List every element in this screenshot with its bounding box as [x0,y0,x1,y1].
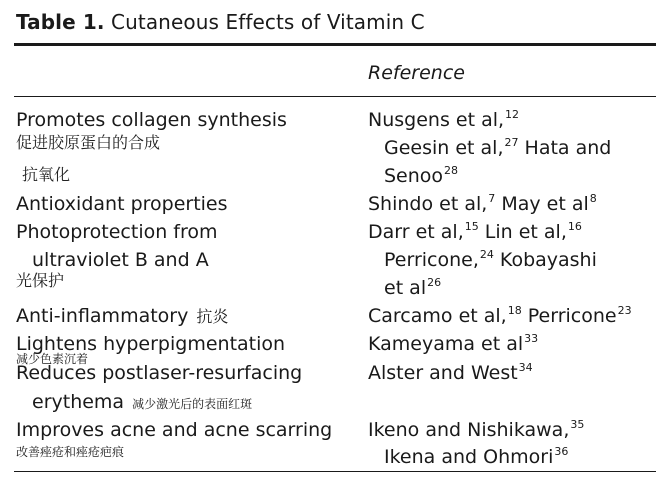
effect-anti-inflammatory: Anti-inflammatory 抗炎 [16,305,229,327]
annotation-postlaser: 减少激光后的表面红斑 [132,397,253,411]
ref-photoprotection-1: Darr et al,$^{15}$ Lin et al,$^{16}$ [368,220,582,243]
reference-column-header: Reference [368,62,465,84]
effect-hyperpigmentation: Lightens hyperpigmentation [16,333,286,355]
ref-anti-inflammatory: Carcamo et al,$^{18}$ Perricone$^{23}$ [368,304,632,327]
ref-postlaser: Alster and West$^{34}$ [368,361,533,384]
table-number: Table 1. [16,10,105,34]
ref-collagen-3: Senoo$^{28}$ [384,164,459,187]
annotation-antioxidant: 抗氧化 [22,165,71,184]
ref-hyperpigmentation: Kameyama et $al^{33}$ [368,332,539,355]
ref-acne-1: Ikeno and Nishikawa,$^{35}$ [368,418,585,441]
effect-acne: Improves acne and acne scarring [16,419,333,441]
ref-collagen-2: Geesin et al,$^{27}$ Hata and [384,136,612,159]
annotation-photoprotection: 光保护 [16,271,65,290]
table-caption: Cutaneous Effects of Vitamin C [111,10,425,34]
ref-antioxidant: Shindo et al,$^7$ May et $al^8$ [368,192,597,215]
table-title [16,10,425,34]
effect-antioxidant: Antioxidant properties [16,193,228,215]
effect-photoprotection-2: ultraviolet B and A [32,249,209,271]
effect-photoprotection-1: Photoprotection from [16,221,218,243]
ref-photoprotection-2: Perricone,$^{24}$ Kobayashi [384,248,597,271]
annotation-hyperpigmentation: 减少色素沉着 [16,352,89,366]
header-rule [14,96,656,97]
effect-postlaser-1: Reduces postlaser-resurfacing [16,362,303,384]
bottom-rule [14,471,656,472]
effect-collagen: Promotes collagen synthesis [16,109,287,131]
annotation-anti-inflammatory: 抗炎 [196,307,229,326]
ref-photoprotection-3: et $al^{26}$ [384,276,442,299]
ref-collagen-1: Nusgens et al,$^{12}$ [368,108,520,131]
top-rule [14,43,656,46]
annotation-collagen: 促进胶原蛋白的合成 [16,133,161,152]
ref-acne-2: Ikena and Ohmori$^{36}$ [384,445,569,468]
annotation-acne: 改善痤疮和痤疮疤痕 [16,445,125,459]
effect-postlaser-2: erythema 减少激光后的表面红斑 [32,391,253,413]
